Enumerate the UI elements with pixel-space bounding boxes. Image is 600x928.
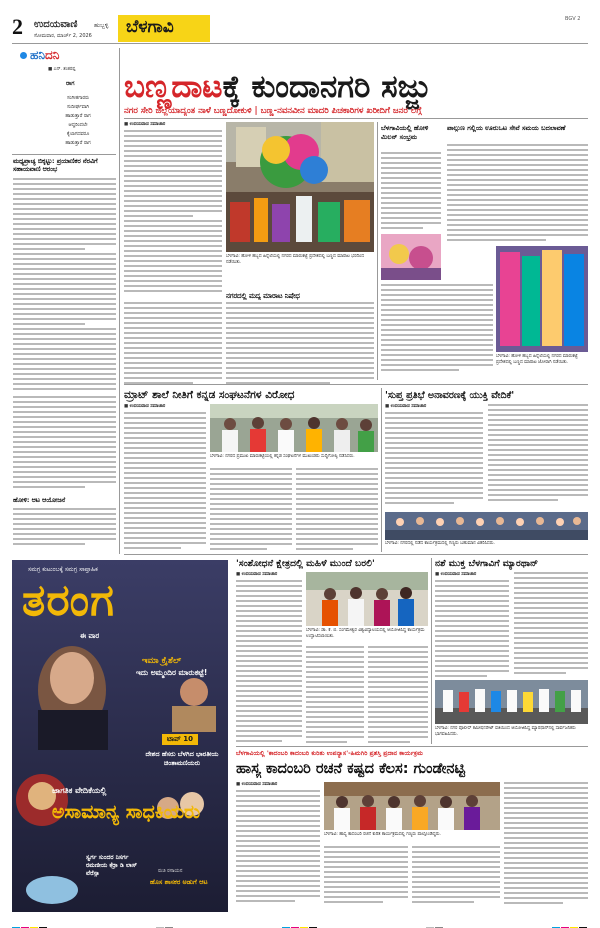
row2-col-divider — [381, 388, 382, 552]
holi-box-divider — [377, 122, 378, 380]
taranga-ad — [12, 560, 228, 912]
research-headline: 'ಸಂಶೋಧನೆ ಕ್ಷೇತ್ರದಲ್ಲಿ ಮಹಿಳೆ ಮುಂದೆ ಬರಲಿ' — [236, 558, 375, 569]
holi-milan-headline: ಬೆಳಗಾವಿಯಲ್ಲಿ ಹೋಳಿ ಮಿಲನ್ ಸಂಭ್ರಮ — [381, 124, 429, 141]
hanidani-rule — [12, 154, 116, 155]
research-body-col2 — [306, 646, 364, 744]
main-subheadline: ನಗರ ಸೇರಿ ಜಿಲ್ಲೆಯಾದ್ಯಂತ ನಾಳೆ ಬಣ್ಣದೋಕುಳಿ | ಬಣ್ಣ-ನವನವೀನ ಮಾದರಿ ಪಿಚಕಾರಿಗಳ ಖರೀದಿಗೆ ಜನರ ಲಗ್ಗೆ — [124, 106, 422, 116]
hanidani-poem-title: ರಾಗ — [66, 80, 75, 87]
holi-milan-body2 — [381, 284, 493, 380]
bottom-photo-graphic — [324, 782, 500, 830]
bottom-kicker: ಬೆಳಗಾವಿಯಲ್ಲಿ 'ಕಾದಂಬರಿ ಕಾದಂಬರಿ ಕುರಿತು ಉಪನ್ಯಾಸ'-ಹಿಮಗಿರಿ ಪ್ರಶಸ್ತಿ ಪ್ರದಾನ ಕಾರ್ಯಕ್ರಮ — [236, 750, 423, 757]
bottom-headline: ಹಾಸ್ಯ ಕಾದಂಬರಿ ರಚನೆ ಕಷ್ಟದ ಕೆಲಸ: ಗುಂಡೇನಟ್ಟಿ — [236, 761, 466, 777]
taranga-teaser-title: ಇಮಾ ಕ್ರೈಶೆಲ್ — [142, 656, 182, 666]
left-story1-body — [13, 178, 116, 394]
bottom-body-col2 — [324, 846, 408, 908]
left-story1-continued — [13, 396, 116, 494]
unity-body-col2 — [488, 404, 588, 510]
research-photo-caption: ಬೆಳಗಾವಿ: ಡಾ. ಕೆ. ಬಿ. ಸಂಗಮೇಶ್ವರ ವಿಶ್ವವಿದ್ಯಾಲಯದಲ್ಲಿ ಆಯೋಜಿಸಿದ್ದ ಕಾರ್ಯಕ್ರಮ ಉದ್ಘಾಟಿಸಲಾಯಿತು. — [306, 628, 425, 639]
main-headline-red: ಬಣ್ಣದಾಟ — [124, 69, 223, 105]
left-story2-headline: ಹೋಳಿ: ಆಟ ಆಯೋಜನೆ — [13, 497, 66, 504]
taranga-cover-line1: ಜಾಗತಿಕ ವೇದಿಕೆಯಲ್ಲಿ — [52, 786, 107, 795]
main-body-col2 — [124, 302, 222, 388]
registration-mark — [282, 916, 318, 922]
unity-photo — [385, 512, 588, 540]
city-name: ಹುಬ್ಬಳ್ಳಿ — [94, 22, 109, 29]
row4-rule — [236, 746, 588, 747]
hanidani-part1: ಹನಿ — [30, 48, 45, 62]
hanidani-author: ■ ಎನ್. ಶಂಕರಪ್ಪ — [48, 67, 76, 72]
research-body-col1 — [236, 580, 302, 744]
marathi-body-col1 — [124, 412, 206, 552]
main-body-col1 — [124, 130, 222, 296]
marathon-headline: ನಶೆ ಮುಕ್ತ ಬೆಳಗಾವಿಗೆ ಮ್ಯಾರಥಾನ್ — [435, 558, 539, 569]
poem-line: ಸುದೀರ್ಘವಾಗಿ — [66, 105, 90, 110]
taranga-footer: ಸ್ವರ್ಗ ಸುಂದರ ನಿಸರ್ಗ ರಮಣೀಯ ಕೆರ್ರಾ ಡಿ ಲಾಸ್ ವೆರೆಸ್ಸಾ — [86, 854, 137, 877]
holi-milan-body — [381, 152, 441, 232]
main-byline: ■ ಉದಯವಾಣಿ ಸಮಾಚಾರ — [124, 122, 166, 127]
marathi-photo-caption: ಬೆಳಗಾವಿ: ನಗರದ ಪ್ರಮುಖ ಮಾರುಕಟ್ಟೆಯಲ್ಲಿ ಕನ್ನಡ ಸಂಘಟನೆಗಳ ಮುಖಂಡರು ಸುದ್ದಿಗೋಷ್ಠಿ ನಡೆಸಿದರು. — [210, 454, 355, 459]
taranga-tagline: ಸಮಗ್ರ ಕುಟುಂಬಕ್ಕೆ ಸಮಗ್ರ ಸಾಪ್ತಾಹಿಕ — [28, 566, 98, 573]
main-body-col3 — [226, 302, 374, 388]
marathi-byline: ■ ಉದಯವಾಣಿ ಸಮಾಚಾರ — [124, 404, 166, 409]
unity-headline: 'ಸುಪ್ತ ಪ್ರತಿಭೆ ಅನಾವರಣಕ್ಕೆ ಯುಕ್ತಿ ವೇದಿಕೆ' — [385, 390, 515, 401]
taranga-logo: ತರಂಗ — [22, 575, 115, 626]
marathi-body-col2 — [210, 468, 292, 552]
hanidani-logo-dot — [20, 52, 27, 59]
research-byline: ■ ಉದಯವಾಣಿ ಸಮಾಚಾರ — [236, 572, 278, 577]
taranga-teaser-sub: ಇದು ಅಮ್ಮಂದಿರ ಮಾರುಕಟ್ಟೆ! — [136, 668, 208, 677]
registration-mark — [552, 916, 588, 922]
unity-photo-graphic — [385, 512, 588, 540]
registration-mark — [156, 916, 174, 922]
toll-body — [447, 144, 588, 244]
row2-rule — [124, 384, 588, 385]
market-photo-caption: ಬೆಳಗಾವಿ: ಹೋಳಿ ಹಬ್ಬದ ಹಿನ್ನೆಲೆಯಲ್ಲಿ ನಗರದ ಮಾರುಕಟ್ಟೆ ಪ್ರದೇಶದಲ್ಲಿ ಬಣ್ಣದ ಮಾರಾಟ ಭರದಿಂದ ನಡೆಯಿತು. — [226, 254, 365, 265]
holi-milan-graphic — [381, 234, 441, 280]
marathi-body-col3 — [296, 468, 378, 552]
taranga-top10-badge: ಟಾಪ್ 10 — [162, 734, 198, 745]
hanidani-poem — [48, 94, 108, 148]
subheadline-rule — [124, 118, 588, 119]
main-headline-black: ಕ್ಕೆ ಕುಂದಾನಗರಿ ಸಜ್ಜು — [222, 69, 431, 105]
row3-col-divider — [431, 558, 432, 744]
market-photo — [226, 122, 374, 252]
bottom-photo — [324, 782, 500, 830]
page-number: 2 — [12, 14, 23, 39]
unity-body-col1 — [385, 412, 483, 510]
poem-line: ಹಾಡುತ್ತಾರೆ ರಾಗ — [65, 114, 91, 119]
corner-code: BGV 2 — [565, 16, 581, 22]
registration-mark — [12, 916, 48, 922]
marathi-headline: ಮ್ರಾಟ್ ಶಾಲೆ ನೀತಿಗೆ ಕನ್ನಡ ಸಂಘಟನೆಗಳ ವಿರೋಧ — [124, 389, 295, 401]
paper-name: ಉದಯವಾಣಿ — [34, 19, 78, 30]
main-headline — [124, 70, 430, 104]
taranga-cookery-label: ರುಚಿ ರಸಾಯನ — [158, 868, 183, 874]
unity-photo-caption: ಬೆಳಗಾವಿ: ನಗರದಲ್ಲಿ ನಡೆದ ಕಾರ್ಯಕ್ರಮದಲ್ಲಿ ಗಣ್ಯರು ಬಹುಮಾನ ವಿತರಿಸಿದರು. — [385, 541, 495, 546]
registration-marks — [12, 916, 588, 922]
registration-mark — [426, 916, 444, 922]
marathi-photo-graphic — [210, 404, 378, 452]
bottom-byline: ■ ಉದಯವಾಣಿ ಸಮಾಚಾರ — [236, 782, 278, 787]
hanidani-logo — [30, 48, 59, 63]
toll-photo-caption: ಬೆಳಗಾವಿ: ಹೋಳಿ ಹಬ್ಬದ ಹಿನ್ನೆಲೆಯಲ್ಲಿ ನಗರದ ಮಾರುಕಟ್ಟೆ ಪ್ರದೇಶದಲ್ಲಿ ಬಣ್ಣದ ಮಾರಾಟ ಜೋರಾಗಿ ನಡೆಯಿತು. — [496, 354, 578, 365]
taranga-weekly-label: ಈ ವಾರ — [80, 632, 100, 640]
left-column-divider — [119, 48, 120, 554]
bottom-body-col3 — [412, 846, 500, 908]
marathon-body-col2 — [514, 572, 588, 678]
bottom-body-col1 — [236, 790, 320, 908]
marathon-byline: ■ ಉದಯವಾಣಿ ಸಮಾಚಾರ — [435, 572, 477, 577]
toll-photo — [496, 246, 588, 352]
poem-line: ಕೈಲಾಗದವರೂ — [66, 132, 90, 137]
edition-date: ಸೋಮವಾರ, ಮಾರ್ಚ್ 2, 2026 — [34, 33, 92, 39]
poem-line: ಸಂಗೀತಗಾರರು — [66, 96, 90, 101]
edition-name: ಬೆಳಗಾವಿ — [126, 17, 174, 37]
marathon-photo-graphic — [435, 680, 588, 724]
holi-milan-photo — [381, 234, 441, 280]
hanidani-part2: ದನಿ — [45, 48, 60, 62]
toll-photo-graphic — [496, 246, 588, 352]
bottom-body-col4 — [504, 782, 588, 908]
research-photo — [306, 572, 428, 626]
marathon-body-col1 — [435, 580, 509, 678]
taranga-cover-line2: ಅಸಾಮಾನ್ಯ ಸಾಧಕಿಯರು — [51, 801, 201, 823]
left-story2-body — [13, 508, 116, 552]
toll-headline: ಪಾಲ್ಗುಣ ಗಲ್ಲಿಯ ಊರುಒಟ ಸೇವೆ ಸಮಯ ಬದಲಾವಣೆ — [447, 124, 566, 132]
row3-rule — [124, 554, 588, 555]
poem-line: ಹಾಡುತ್ತಾರೆ ರಾಗ — [65, 141, 91, 146]
unity-byline: ■ ಉದಯವಾಣಿ ಸಮಾಚಾರ — [385, 404, 427, 409]
masthead-rule — [12, 43, 588, 44]
marathon-photo — [435, 680, 588, 724]
market-photo-graphic — [226, 122, 374, 252]
taranga-cookery-text: ಹೊಸ ಶಾಸಕರ ಅಡುಗೆ ಆಟ — [150, 878, 208, 886]
poem-line: ಆದ್ದರಿಂದಲೇ — [68, 123, 88, 128]
marathon-photo-caption: ಬೆಳಗಾವಿ: ನಗರ ಪೊಲೀಸ್ ಕಮೀಷನರೇಟ್ ವತಿಯಿಂದ ಆಯೋಜಿಸಿದ್ದ ಮ್ಯಾರಥಾನ್‌ನಲ್ಲಿ ಸಾರ್ವಜನಿಕರು ಭಾಗವಹಿಸಿದರು. — [435, 726, 576, 737]
research-photo-graphic — [306, 572, 428, 626]
left-story1-headline: ಮಧ್ಯಪ್ರಾಚ್ಯ ಬಿಕ್ಕಟ್ಟು: ಪ್ರಯಾಣಿಕರ ನೆರವಿಗೆ ಸಹಾಯವಾಣಿ ಆರಂಭ — [13, 158, 98, 173]
main-subheading: ನಗರದಲ್ಲಿ ಮದ್ಯ ಮಾರಾಟ ನಿಷೇಧ — [226, 292, 300, 300]
research-body-col3 — [368, 646, 428, 744]
bottom-photo-caption: ಬೆಳಗಾವಿ: ಹಾಸ್ಯ ಕಾದಂಬರಿ ರಚನೆ ಕುರಿತ ಕಾರ್ಯಕ್ರಮದಲ್ಲಿ ಗಣ್ಯರು ಪಾಲ್ಗೊಂಡಿದ್ದರು. — [324, 832, 441, 837]
marathi-photo — [210, 404, 378, 452]
taranga-top10-text: ದೇಶದ ಹೆಸರು ಬೆಳಗಿದ ಭಾರತೀಯ ಚಿಂತಾಮಣಿಯರು — [145, 750, 219, 767]
